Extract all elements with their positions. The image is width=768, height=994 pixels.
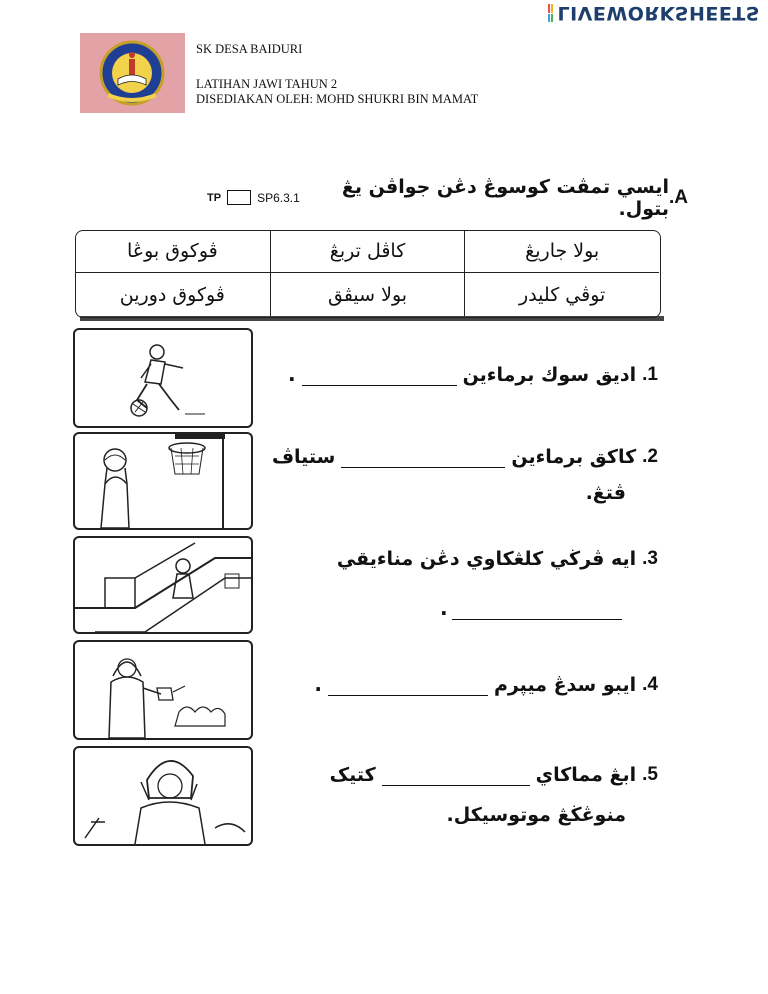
question-4-text: ايبو سدڠ ميپرم — [493, 674, 637, 696]
question-4-end: . — [314, 672, 322, 696]
question-1-end: . — [288, 362, 296, 386]
question-1-number: .1 — [642, 364, 658, 385]
tp-label: TP — [207, 191, 222, 204]
word-bank-item: ڤوكوق بوڠا — [75, 230, 270, 273]
prepared-by: DISEDIAKAN OLEH: MOHD SHUKRI BIN MAMAT — [196, 92, 479, 106]
picture-man-escalator — [73, 536, 253, 634]
question-1-text: اديق سوك برماءين — [462, 364, 637, 386]
section-a-letter: .A — [669, 187, 688, 208]
answer-blank-3[interactable] — [452, 619, 622, 620]
answer-blank-2[interactable] — [341, 467, 505, 468]
question-2-text: كاكق برماءين — [511, 446, 637, 468]
question-3-number: .3 — [642, 548, 658, 569]
word-bank-item: بولا جاريڠ — [464, 230, 659, 273]
question-3-answer-line — [440, 596, 626, 620]
question-5 — [296, 764, 658, 786]
section-a-instruction: ايسي تمڤت كوسوڠ دڠن جواڤن يڠ بتول. — [341, 176, 669, 220]
word-bank-item: كاڤل تربڠ — [270, 230, 465, 273]
picture-man-helmet-motorcycle — [73, 746, 253, 846]
man-helmet-motorcycle-illustration — [75, 748, 251, 844]
mother-watering-flowers-illustration — [75, 642, 251, 738]
answer-blank-1[interactable] — [302, 385, 457, 386]
picture-mother-watering-flowers — [73, 640, 253, 740]
question-5-number: .5 — [642, 764, 658, 785]
picture-girl-netball — [73, 432, 253, 530]
word-bank — [75, 230, 659, 316]
girl-netball-illustration — [75, 434, 251, 528]
liveworksheets-logo-icon — [548, 4, 553, 22]
question-3 — [336, 548, 658, 570]
section-a-heading — [320, 176, 688, 220]
word-bank-item: توڤي كليدر — [464, 273, 659, 316]
boy-kicking-ball-illustration — [75, 330, 251, 426]
picture-boy-kicking-ball — [73, 328, 253, 428]
tp-score-box[interactable] — [227, 190, 251, 205]
tp-indicator — [207, 190, 300, 205]
word-bank-item: ڤوكوق دورين — [119, 283, 225, 306]
worksheet-title: LATIHAN JAWI TAHUN 2 — [196, 77, 338, 91]
liveworksheets-brand — [548, 2, 760, 24]
question-5-line2: منوڠڬڠ موتوسيكل. — [446, 804, 626, 826]
question-5-text: ابڠ مماكاي — [535, 764, 637, 786]
question-2-after: ستياڤ — [271, 446, 336, 468]
question-2-number: .2 — [642, 446, 658, 467]
question-3-end: . — [440, 596, 448, 620]
question-4-number: .4 — [642, 674, 658, 695]
question-2-line2: ڤتڠ. — [585, 482, 626, 504]
man-escalator-illustration — [75, 538, 251, 632]
question-5-after: كتيک — [329, 764, 376, 786]
answer-blank-4[interactable] — [328, 695, 488, 696]
answer-blank-5[interactable] — [382, 785, 530, 786]
question-4 — [314, 672, 658, 696]
question-2 — [265, 446, 658, 468]
sp-code: SP6.3.1 — [257, 190, 300, 205]
brand-name: LIVEWORKSHEETS — [557, 2, 760, 24]
word-bank-item: بولا سيڤق — [270, 273, 465, 316]
school-name: SK DESA BAIDURI — [196, 42, 303, 56]
school-logo — [80, 33, 185, 113]
question-1 — [288, 362, 658, 386]
question-3-text: ايه ڤرڬي كلڠكاوي دڠن مناءيقي — [336, 548, 637, 570]
